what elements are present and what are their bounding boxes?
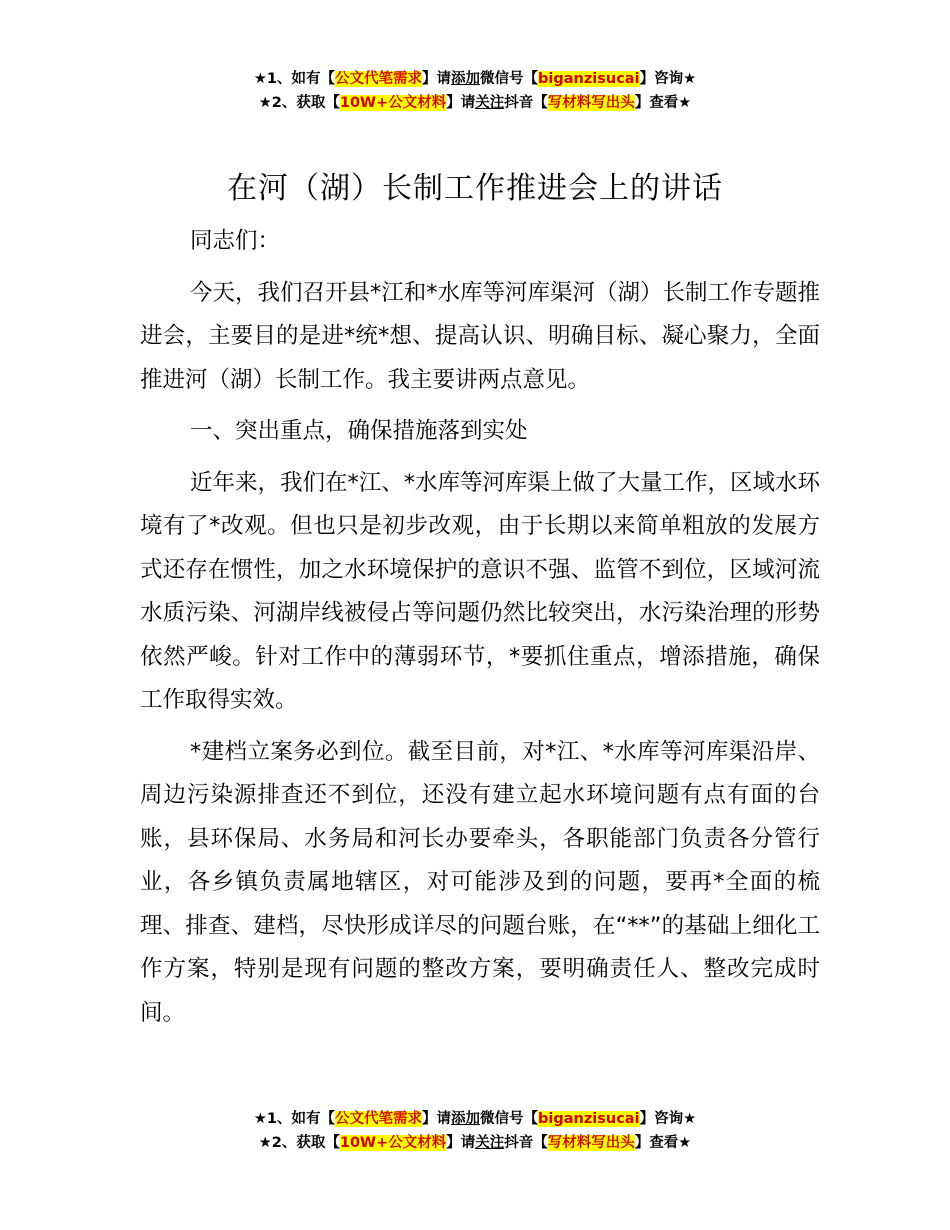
promo-highlight: 公文代笔需求	[335, 1111, 423, 1127]
promo-highlight: biganzisucai	[538, 1111, 640, 1127]
salutation: 同志们：	[190, 228, 281, 254]
promo-highlight: 写材料写出头	[547, 1135, 635, 1151]
promo-text: ★1、如有【	[253, 1111, 336, 1127]
promo-text: 抖音【	[504, 95, 548, 111]
promo-text: 抖音【	[504, 1135, 548, 1151]
promo-highlight: 10W+公文材料	[339, 1135, 447, 1151]
promo-line-1	[0, 1107, 950, 1131]
promo-line-2	[0, 91, 950, 115]
promo-text: 微信号【	[480, 71, 539, 87]
promo-underlined: 关注	[475, 1135, 505, 1151]
promo-text: 】咨询★	[639, 1111, 697, 1127]
promo-text: 】咨询★	[639, 71, 697, 87]
promo-text: 】请	[422, 1111, 452, 1127]
promo-text: 】请	[446, 1135, 476, 1151]
promo-underlined: 添加	[451, 1111, 481, 1127]
promo-banner-bottom	[0, 1107, 950, 1155]
promo-text: 】查看★	[634, 1135, 692, 1151]
paragraph: 今天，我们召开县*江和*水库等河库渠河（湖）长制工作专题推进会，主要目的是进*统*想、提高认识、明确目标、凝心聚力，全面推进河（湖）长制工作。我主要讲两点意见。	[140, 279, 821, 393]
promo-highlight: 公文代笔需求	[335, 71, 423, 87]
promo-text: ★2、获取【	[258, 1135, 340, 1151]
promo-highlight: 写材料写出头	[547, 95, 635, 111]
promo-line-2	[0, 1131, 950, 1155]
section-heading: 一、突出重点，确保措施落到实处	[190, 418, 528, 444]
promo-text: ★1、如有【	[253, 71, 336, 87]
promo-underlined: 添加	[451, 71, 481, 87]
document-title: 在河（湖）长制工作推进会上的讲话	[227, 171, 723, 206]
promo-line-1	[0, 67, 950, 91]
paragraph: *建档立案务必到位。截至目前，对*江、*水库等河库渠沿岸、周边污染源排查还不到位，还没有建立起水环境问题有点有面的台账，县环保局、水务局和河长办要牵头，各职能部门负责各分管行业，各乡镇负责属地辖区，对可能涉及到的问题，要再*全面的梳理、排查、建档，尽快形成详尽的问题台账，在“**”的基础上细化工作方案，特别是现有问题的整改方案，要明确责任人、整改完成时间。	[140, 738, 820, 1026]
promo-highlight: 10W+公文材料	[339, 95, 447, 111]
promo-underlined: 关注	[475, 95, 505, 111]
promo-text: 微信号【	[480, 1111, 539, 1127]
promo-banner-top	[0, 67, 950, 115]
promo-text: 】请	[446, 95, 476, 111]
promo-text: 】请	[422, 71, 452, 87]
document-body	[140, 220, 820, 1043]
paragraph: 近年来，我们在*江、*水库等河库渠上做了大量工作，区域水环境有了*改观。但也只是初步改观，由于长期以来简单粗放的发展方式还存在惯性，加之水环境保护的意识不强、监管不到位，区域河流水质污染、河湖岸线被侵占等问题仍然比较突出，水污染治理的形势依然严峻。针对工作中的薄弱环节，*要抓住重点，增添措施，确保工作取得实效。	[140, 469, 821, 713]
promo-text: ★2、获取【	[258, 95, 340, 111]
promo-highlight: biganzisucai	[538, 71, 640, 87]
promo-text: 】查看★	[634, 95, 692, 111]
